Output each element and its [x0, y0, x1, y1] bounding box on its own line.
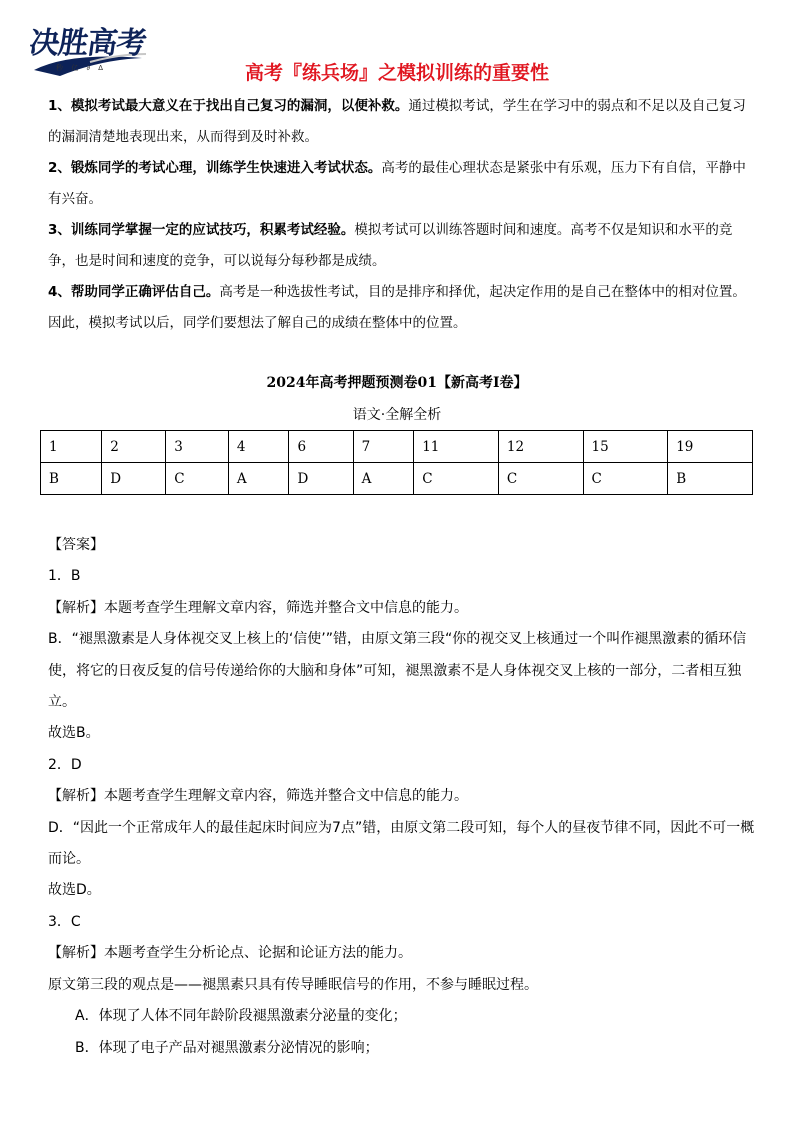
answer-table [40, 430, 753, 495]
table-cell: D [102, 463, 166, 495]
intro-paragraph-3-lead: 3、训练同学掌握一定的应试技巧，积累考试经验。 [48, 222, 355, 238]
table-cell: 2 [102, 431, 166, 463]
table-cell: 7 [353, 431, 414, 463]
table-cell: A [228, 463, 289, 495]
table-cell: 12 [498, 431, 583, 463]
analysis-line: 【解析】本题考查学生分析论点、论据和论证方法的能力。 [48, 945, 412, 962]
document-title: 高考『练兵场』之模拟训练的重要性 [244, 62, 549, 84]
answer-item: 1．B [48, 568, 81, 585]
intro-paragraph-2-lead: 2、锻炼同学的考试心理，训练学生快速进入考试状态。 [48, 160, 382, 176]
answer-item: 2．D [48, 756, 82, 773]
intro-paragraph-1 [48, 91, 754, 153]
option-line: B．体现了电子产品对褪黑激素分泌情况的影响； [75, 1039, 379, 1056]
answer-item: 3．C [48, 913, 81, 930]
logo-text: 决胜高考 [27, 26, 148, 61]
intro-paragraph-3-text: 模拟考试可以训练答题时间和速度。高考不仅是知识和水平的竞争，也是时间和速度的竞争，可以说每分每秒都是成绩。 [48, 222, 733, 269]
table-cell: 19 [668, 431, 753, 463]
table-cell: 4 [228, 431, 289, 463]
logo-subtext: 秒 亿 ∂ ∆ [56, 64, 106, 72]
table-cell: C [166, 463, 229, 495]
option-line: A．体现了人体不同年龄阶段褪黑激素分泌量的变化； [75, 1008, 407, 1025]
answer-heading: 【答案】 [48, 537, 104, 553]
intro-paragraph-1-lead: 1、模拟考试最大意义在于找出自己复习的漏洞，以便补救。 [48, 98, 409, 114]
choice-line: 故选D。 [48, 882, 101, 899]
choice-line: 故选B。 [48, 725, 100, 742]
intro-paragraph-1-text: 通过模拟考试，学生在学习中的弱点和不足以及自己复习的漏洞清楚地表现出来，从而得到及时补救。 [48, 98, 746, 145]
exam-title: 2024年高考押题预测卷01【新高考Ⅰ卷】 [266, 375, 528, 391]
table-cell: 3 [166, 431, 229, 463]
intro-paragraph-2 [48, 153, 754, 215]
answer-body [48, 530, 758, 1064]
table-cell: C [414, 463, 499, 495]
answer-table-number-row [41, 431, 753, 463]
table-cell: 6 [289, 431, 353, 463]
table-cell: 1 [41, 431, 102, 463]
intro-paragraph-4-lead: 4、帮助同学正确评估自己。 [48, 284, 220, 300]
intro-paragraph-4 [48, 277, 754, 339]
intro-paragraphs [48, 91, 754, 339]
intro-paragraph-3 [48, 215, 754, 277]
table-cell: B [41, 463, 102, 495]
table-cell: 15 [583, 431, 668, 463]
table-cell: C [498, 463, 583, 495]
analysis-line: B．“褪黑激素是人身体视交叉上核上的‘信使’”错，由原文第三段“你的视交叉上核通过一个叫作褪黑激素的循环信使，将它的日夜反复的信号传递给你的大脑和身体”可知，褪黑激素不是人身体视交叉上核的一部分，二者相互独立。 [48, 631, 747, 711]
table-cell: 11 [414, 431, 499, 463]
table-cell: A [353, 463, 414, 495]
answer-table-answer-row [41, 463, 753, 495]
analysis-line: 【解析】本题考查学生理解文章内容，筛选并整合文中信息的能力。 [48, 788, 468, 805]
table-cell: C [583, 463, 668, 495]
analysis-line: D．“因此一个正常成年人的最佳起床时间应为7点”错，由原文第二段可知，每个人的昼夜节律不同，因此不可一概而论。 [48, 819, 755, 868]
analysis-line: 【解析】本题考查学生理解文章内容，筛选并整合文中信息的能力。 [48, 599, 468, 616]
table-cell: D [289, 463, 353, 495]
table-cell: B [668, 463, 753, 495]
intro-paragraph-2-text: 高考的最佳心理状态是紧张中有乐观，压力下有自信，平静中有兴奋。 [48, 160, 746, 207]
exam-subtitle: 语文·全解全析 [352, 407, 442, 423]
intro-paragraph-4-text: 高考是一种选拔性考试，目的是排序和择优，起决定作用的是自己在整体中的相对位置。因此，模拟考试以后，同学们要想法了解自己的成绩在整体中的位置。 [48, 284, 746, 331]
analysis-line: 原文第三段的观点是——褪黑素只具有传导睡眠信号的作用，不参与睡眠过程。 [48, 976, 538, 993]
